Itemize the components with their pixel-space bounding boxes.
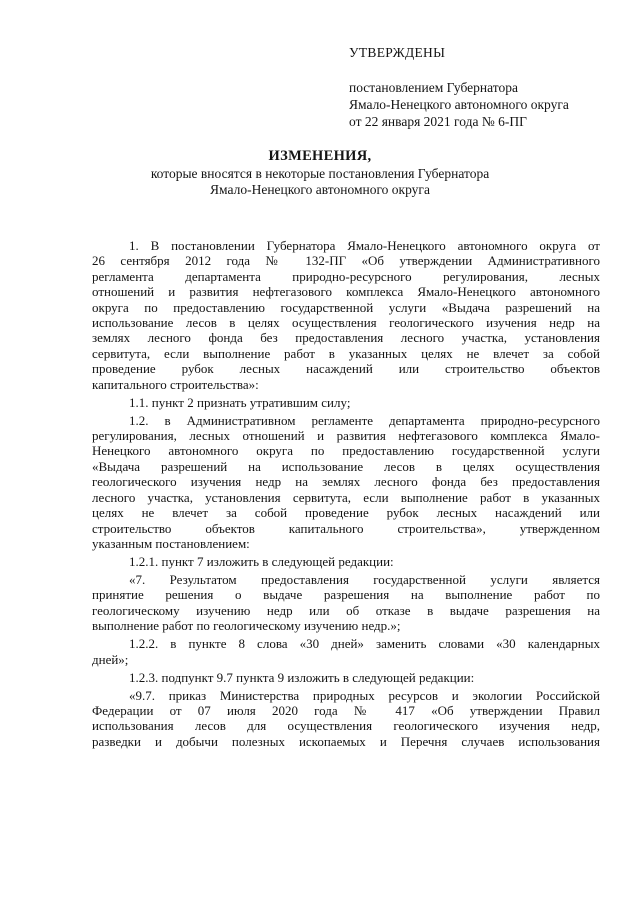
paragraph-line: 1. В постановлении Губернатора Ямало-Ненецкого автономного округа от	[129, 238, 600, 253]
paragraph	[92, 670, 600, 685]
paragraph-line: 1.2.2. в пункте 8 слова «30 дней» заменить словами «30 календарных	[129, 636, 600, 652]
approval-line: от 22 января 2021 года № 6-ПГ	[349, 114, 527, 129]
document-body	[92, 238, 600, 752]
paragraph-line: разведки и добычи полезных ископаемых и Перечня случаев использования	[92, 733, 600, 749]
paragraph-line: сервитута, если выполнение работ в указанных целях не влечет за собой	[92, 345, 600, 361]
paragraph-line: землях лесного фонда без предоставления лесного участка, установления	[92, 330, 600, 346]
paragraph-line: округа по предоставлению государственной услуги «Выдача разрешений на	[92, 299, 600, 315]
paragraph-line: 1.2.3. подпункт 9.7 пункта 9 изложить в следующей редакции:	[129, 669, 475, 685]
paragraph-line: регламента департамента природно-ресурсного регулирования, лесных	[92, 268, 600, 284]
paragraph	[92, 636, 600, 667]
paragraph-line: «7. Результатом предоставления государственной услуги является	[129, 571, 600, 587]
paragraph-line: геологическому изучению недр или об отказе в выдаче разрешения на	[92, 602, 600, 618]
approval-heading: УТВЕРЖДЕНЫ	[349, 45, 446, 60]
document-subtitle	[0, 166, 640, 198]
approval-line: Ямало-Ненецкого автономного округа	[349, 97, 569, 112]
paragraph	[92, 688, 600, 750]
paragraph	[92, 395, 600, 410]
paragraph-line: 26 сентября 2012 года № 132-ПГ «Об утверждении Административного	[92, 253, 600, 269]
paragraph	[92, 572, 600, 634]
paragraph-line: 1.2. в Административном регламенте департамента природно-ресурсного	[129, 412, 600, 428]
paragraph-line: лесного участка, установления сервитута, если выполнение работ в указанных	[92, 489, 600, 505]
subtitle-line: которые вносятся в некоторые постановления Губернатора	[150, 166, 490, 181]
paragraph-line: проведение рубок лесных насаждений или строительство объектов	[92, 361, 600, 377]
paragraph-line: капитального строительства»:	[92, 376, 259, 392]
paragraph	[92, 238, 600, 392]
paragraph-line: строительство объектов капитального строительства», утвержденном	[92, 520, 600, 536]
approval-block	[349, 44, 619, 130]
paragraph-line: «9.7. приказ Министерства природных ресурсов и экологии Российской	[129, 687, 600, 703]
paragraph-line: отношений и развития нефтегазового комплекса Ямало-Ненецкого автономного	[92, 284, 600, 300]
subtitle-line: Ямало-Ненецкого автономного округа	[210, 182, 430, 197]
document-title: ИЗМЕНЕНИЯ,	[268, 148, 372, 164]
paragraph-line: регулирования, лесных отношений и развития нефтегазового комплекса Ямало-	[92, 428, 600, 444]
paragraph-line: выполнение работ по геологическому изучению недр.»;	[92, 618, 401, 634]
paragraph	[92, 554, 600, 569]
paragraph-line: целях не влечет за собой проведение рубок лесных насаждений или	[92, 505, 600, 521]
paragraph-line: принятие решения о выдаче разрешения на выполнение работ по	[92, 587, 600, 603]
paragraph-line: 1.1. пункт 2 признать утратившим силу;	[129, 394, 351, 410]
paragraph-line: использования лесов для осуществления геологического изучения недр,	[92, 718, 600, 734]
paragraph-line: Федерации от 07 июля 2020 года № 417 «Об утверждении Правил	[92, 702, 600, 718]
paragraph-line: Ненецкого автономного округа по предоставлению государственной услуги	[92, 443, 600, 459]
paragraph-line: «Выдача разрешений на использование лесов в целях осуществления	[92, 458, 600, 474]
approval-line: постановлением Губернатора	[349, 80, 518, 95]
paragraph-line: 1.2.1. пункт 7 изложить в следующей редакции:	[129, 553, 394, 569]
paragraph-line: использование лесов в целях осуществления геологического изучения недр на	[92, 315, 600, 331]
paragraph-line: указанным постановлением:	[92, 535, 250, 551]
paragraph	[92, 413, 600, 552]
paragraph-line: дней»;	[92, 651, 129, 667]
paragraph-line: геологического изучения недр на землях лесного фонда без предоставления	[92, 474, 600, 490]
